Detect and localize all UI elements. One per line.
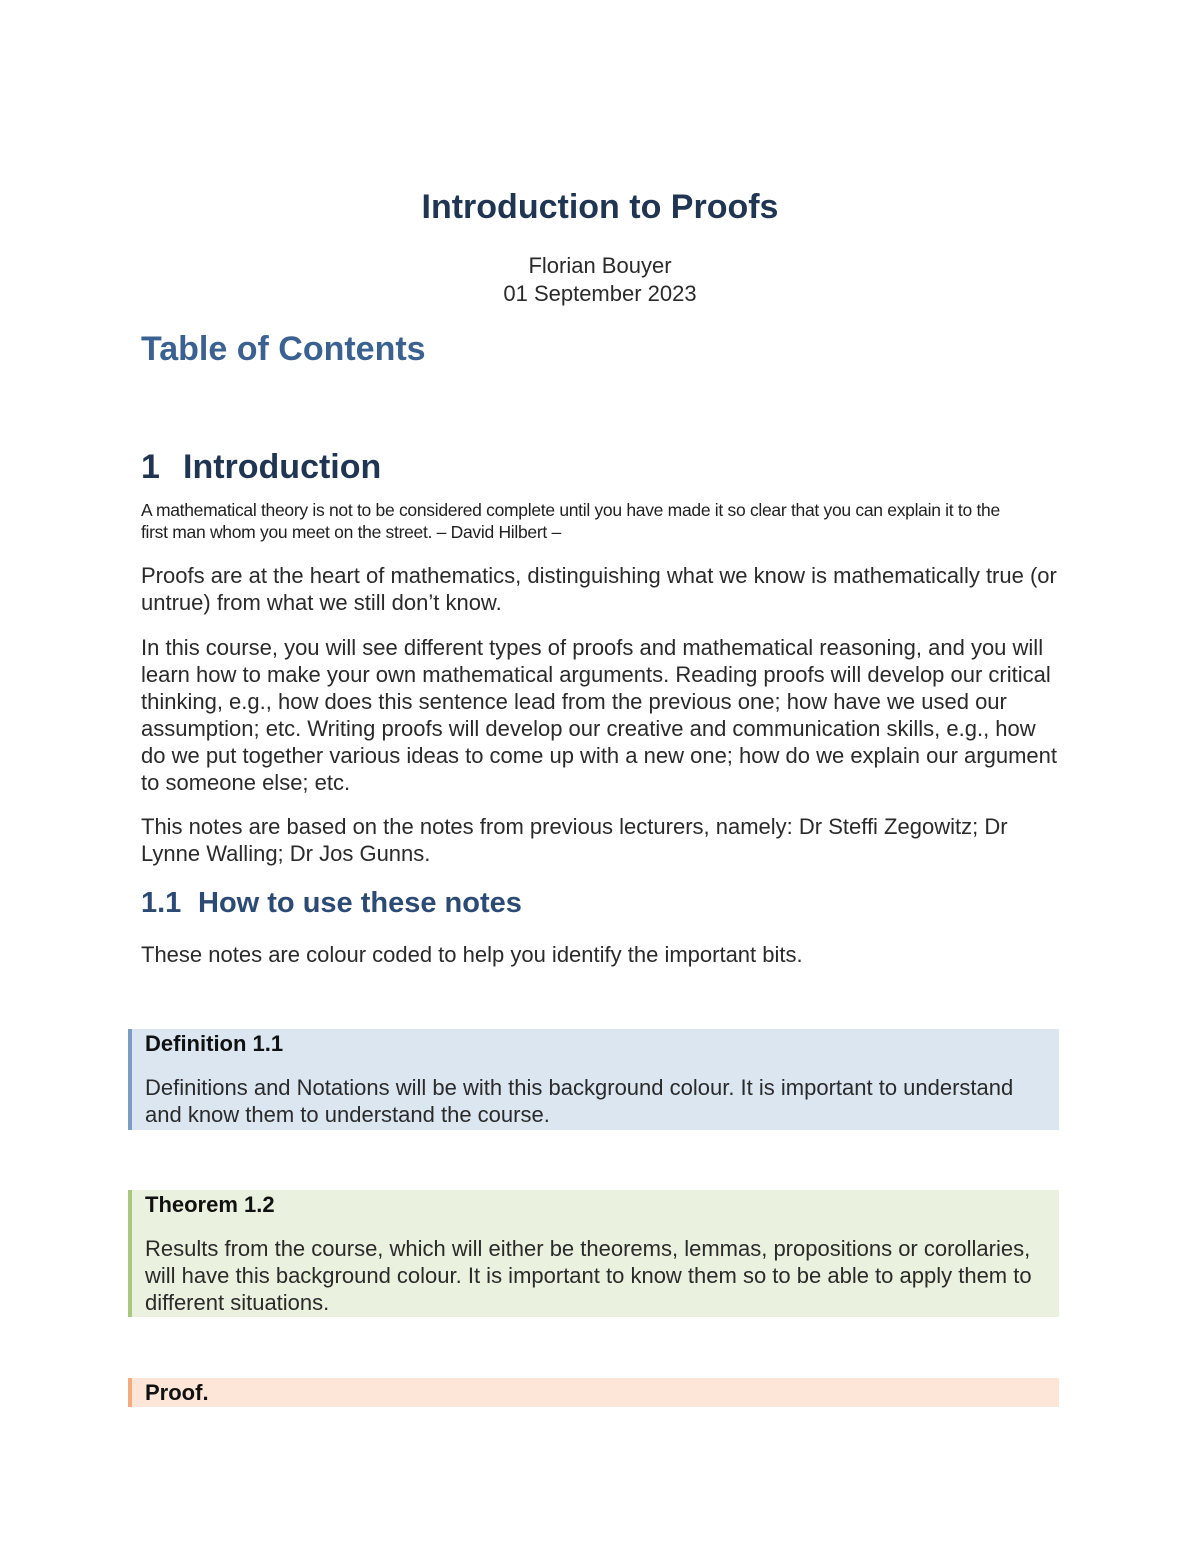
document-author: Florian Bouyer: [528, 253, 672, 278]
theorem-box: [128, 1190, 1059, 1317]
definition-box: [128, 1029, 1059, 1130]
subsection-heading-how-to-use: [141, 887, 522, 920]
section-number: 1: [141, 448, 160, 486]
paragraph: In this course, you will see different types of proofs and mathematical reasoning, and you will learn how to make your own mathematical arguments. Reading proofs will develop our critical thinking, e.g., how does this sentence lead from the previous one; how have we used our assumption; etc. Writing proofs will develop our creative and communication skills, e.g., how do we put together various ideas to come up with a new one; how do we explain our argument to someone else; etc.: [141, 635, 1057, 795]
section-title: Introduction: [183, 448, 382, 486]
document-date: 01 September 2023: [503, 281, 697, 306]
paragraph: This notes are based on the notes from previous lecturers, namely: Dr Steffi Zegowitz; Dr Lynne Walling; Dr Jos Gunns.: [141, 814, 1008, 866]
definition-title: Definition 1.1: [145, 1031, 284, 1056]
subsection-title: How to use these notes: [198, 887, 522, 919]
paragraph: Proofs are at the heart of mathematics, distinguishing what we know is mathematically true (or untrue) from what we still don’t know.: [141, 563, 1057, 615]
theorem-body: Results from the course, which will either be theorems, lemmas, propositions or corollaries, will have this background colour. It is important to know them so to be able to apply them to different situations.: [145, 1236, 1032, 1315]
section-heading-introduction: [141, 448, 381, 487]
theorem-title: Theorem 1.2: [145, 1192, 275, 1217]
toc-heading: Table of Contents: [141, 330, 426, 368]
proof-box: [128, 1378, 1059, 1407]
proof-title: Proof.: [145, 1380, 209, 1405]
definition-body: Definitions and Notations will be with this background colour. It is important to understand and know them to understand the course.: [145, 1075, 1014, 1127]
epigraph-quote: A mathematical theory is not to be considered complete until you have made it so clear that you can explain it to the first man whom you meet on the street. – David Hilbert –: [141, 500, 1000, 542]
subsection-number: 1.1: [141, 887, 182, 919]
document-title: Introduction to Proofs: [421, 188, 779, 226]
paragraph: These notes are colour coded to help you identify the important bits.: [141, 942, 803, 967]
